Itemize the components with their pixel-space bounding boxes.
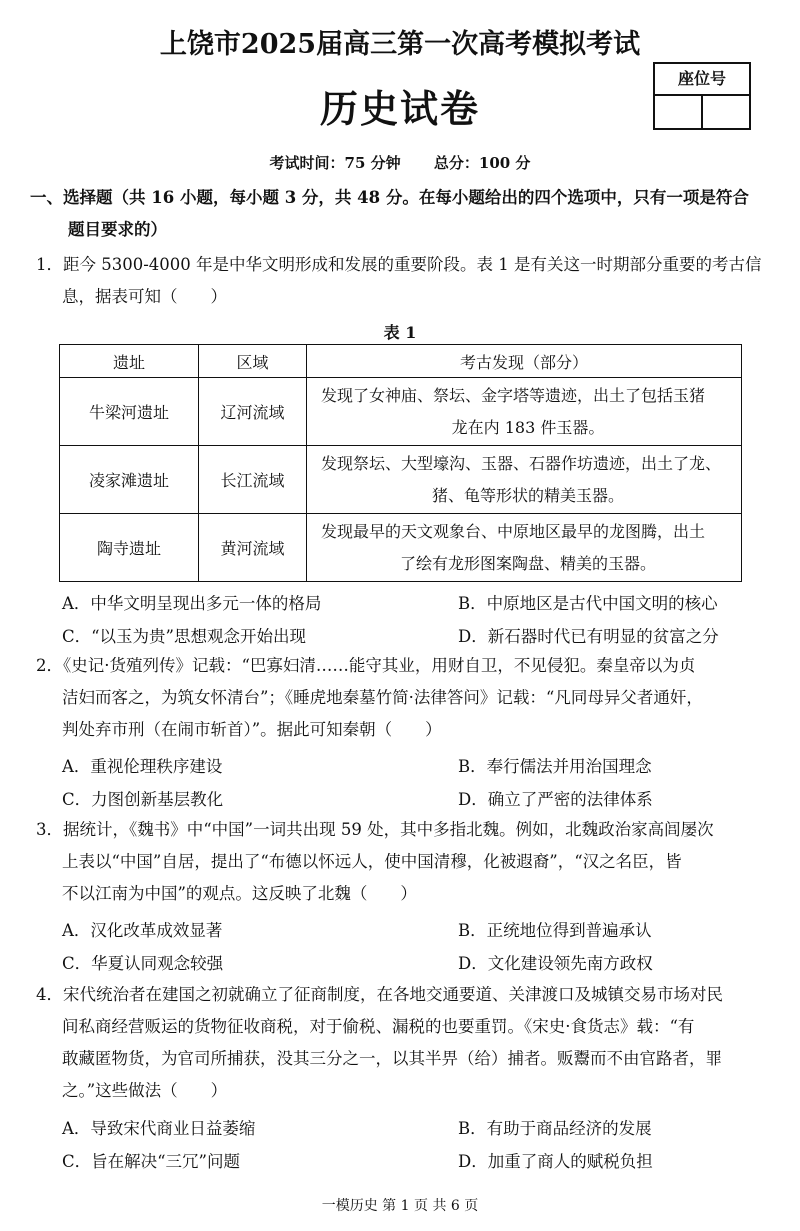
q3-stem-line1: 3．据统计，《魏书》中“中国”一词共出现 59 处，其中多指北魏。例如，北魏政治家高闾屡次 — [36, 820, 714, 839]
exam-total-score: 总分：100 分 — [433, 154, 531, 172]
q2-stem-line3: 判处弃市刑（在闹市斩首）”。据此可知秦朝（ ） — [62, 720, 442, 739]
q2-option-a[interactable]: A．重视伦理秩序建设 — [62, 757, 223, 776]
table-cell-region: 长江流域 — [199, 446, 307, 514]
table-cell-site: 陶寺遗址 — [60, 514, 199, 582]
findings-line: 发现祭坛、大型壕沟、玉器、石器作坊遗迹，出土了龙、 — [321, 453, 722, 473]
q3-option-c[interactable]: C．华夏认同观念较强 — [62, 954, 224, 973]
exam-time: 考试时间：75 分钟 — [269, 154, 401, 172]
table-caption: 表 1 — [383, 323, 417, 342]
table-header-row — [60, 345, 742, 378]
findings-line: 了绘有龙形图案陶盘、精美的玉器。 — [399, 553, 656, 573]
seat-cell-right — [701, 96, 749, 128]
q2-option-b[interactable]: B．奉行儒法并用治国理念 — [458, 757, 652, 776]
table-row — [60, 378, 742, 446]
q2-option-d[interactable]: D．确立了严密的法律体系 — [458, 790, 653, 809]
findings-line: 发现最早的天文观象台、中原地区最早的龙图腾，出土 — [321, 521, 706, 541]
table-cell-site: 凌家滩遗址 — [60, 446, 199, 514]
findings-line: 龙在内 183 件玉器。 — [451, 417, 605, 437]
q4-stem-line3: 敢藏匿物货，为官司所捕获，没其三分之一，以其半畀（给）捕者。贩鬻而不由官路者，罪 — [62, 1049, 722, 1068]
table-cell-region: 黄河流域 — [199, 514, 307, 582]
archaeology-table — [59, 344, 742, 582]
q3-option-d[interactable]: D．文化建设领先南方政权 — [458, 954, 653, 973]
q4-stem-line1: 4．宋代统治者在建国之初就确立了征商制度，在各地交通要道、关津渡口及城镇交易市场对民 — [36, 985, 723, 1004]
exam-title: 上饶市2025届高三第一次高考模拟考试 — [159, 29, 641, 60]
q4-stem-line4: 之。”这些做法（ ） — [62, 1081, 228, 1100]
q1-stem-line2: 息，据表可知（ ） — [62, 287, 227, 306]
q3-stem-line3: 不以江南为中国”的观点。这反映了北魏（ ） — [62, 884, 417, 903]
q3-option-a[interactable]: A．汉化改革成效显著 — [62, 921, 223, 940]
subject-title: 历史试卷 — [319, 86, 480, 131]
q1-option-d[interactable]: D．新石器时代已有明显的贫富之分 — [458, 627, 719, 646]
q4-option-a[interactable]: A．导致宋代商业日益萎缩 — [62, 1119, 256, 1138]
table-cell-findings — [307, 378, 742, 446]
q4-option-d[interactable]: D．加重了商人的赋税负担 — [458, 1152, 653, 1171]
q2-stem-line2: 洁妇而客之，为筑女怀清台”；《睡虎地秦墓竹简·法律答问》记载：“凡同母异父者通奸， — [62, 688, 703, 707]
section-instructions-line1: 一、选择题（共 16 小题，每小题 3 分，共 48 分。在每小题给出的四个选项中，只有一项是符合 — [30, 188, 749, 207]
table-cell-findings — [307, 446, 742, 514]
findings-line: 猪、龟等形状的精美玉器。 — [431, 485, 624, 505]
table-row — [60, 514, 742, 582]
seat-number-label: 座位号 — [655, 64, 749, 96]
q2-option-c[interactable]: C．力图创新基层教化 — [62, 790, 224, 809]
seat-cell-left — [655, 96, 701, 128]
q4-option-b[interactable]: B．有助于商品经济的发展 — [458, 1119, 652, 1138]
section-instructions-line2: 题目要求的） — [68, 220, 167, 239]
table-header-site: 遗址 — [60, 345, 199, 378]
q4-option-c[interactable]: C．旨在解决“三冗”问题 — [62, 1152, 240, 1171]
table-header-region: 区域 — [199, 345, 307, 378]
table-header-findings: 考古发现（部分） — [307, 345, 742, 378]
q1-option-a[interactable]: A．中华文明呈现出多元一体的格局 — [62, 594, 322, 613]
q3-stem-line2: 上表以“中国”自居，提出了“布德以怀远人，使中国清穆，化被遐裔”，“汉之名臣，皆 — [62, 852, 682, 871]
seat-number-box — [653, 62, 751, 130]
table-cell-findings — [307, 514, 742, 582]
q2-stem-line1: 2．《史记·货殖列传》记载：“巴寡妇清……能守其业，用财自卫，不见侵犯。秦皇帝以为贞 — [36, 656, 696, 675]
table-row — [60, 446, 742, 514]
table-cell-region: 辽河流域 — [199, 378, 307, 446]
page-footer: 一模历史 第 1 页 共 6 页 — [321, 1198, 479, 1214]
q1-option-c[interactable]: C．“以玉为贵”思想观念开始出现 — [62, 627, 306, 646]
q3-option-b[interactable]: B．正统地位得到普遍承认 — [458, 921, 652, 940]
exam-meta — [0, 152, 800, 173]
seat-number-cells — [655, 96, 749, 128]
q1-option-b[interactable]: B．中原地区是古代中国文明的核心 — [458, 594, 718, 613]
q1-stem-line1: 1．距今 5300-4000 年是中华文明形成和发展的重要阶段。表 1 是有关这一时期部分重要的考古信 — [36, 255, 762, 274]
q4-stem-line2: 间私商经营贩运的货物征收商税，对于偷税、漏税的也要重罚。《宋史·食货志》载：“有 — [62, 1017, 695, 1036]
table-cell-site: 牛梁河遗址 — [60, 378, 199, 446]
findings-line: 发现了女神庙、祭坛、金字塔等遗迹，出土了包括玉猪 — [321, 385, 706, 405]
